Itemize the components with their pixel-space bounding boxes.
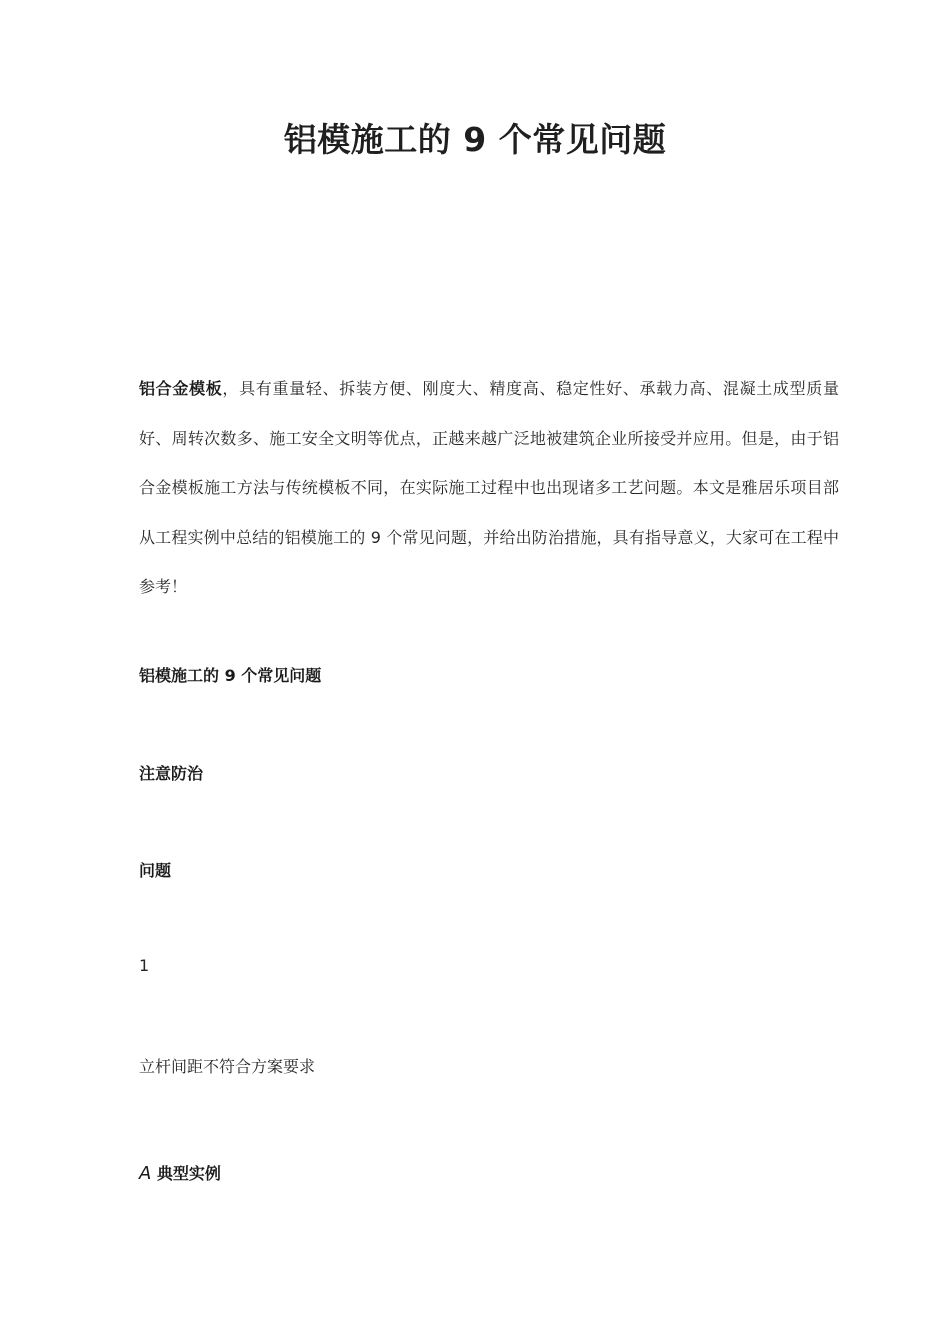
sub-heading-problem: 问题 xyxy=(139,861,172,880)
document-title: 铝模施工的 9 个常见问题 xyxy=(283,120,667,159)
item-title: 立杆间距不符合方案要求 xyxy=(139,1057,316,1076)
section-heading: 铝模施工的 9 个常见问题 xyxy=(139,666,322,685)
example-letter: A xyxy=(139,1163,152,1184)
example-heading xyxy=(139,1161,221,1184)
intro-paragraph xyxy=(139,364,839,612)
example-label: 典型实例 xyxy=(156,1164,221,1183)
sub-heading-prevention: 注意防治 xyxy=(139,764,204,783)
intro-lead-term: 铝合金模板 xyxy=(139,379,223,398)
item-number: 1 xyxy=(139,956,150,975)
intro-body-text: ，具有重量轻、拆装方便、刚度大、精度高、稳定性好、承载力高、混凝土成型质量好、周转次数多、施工安全文明等优点，正越来越广泛地被建筑企业所接受并应用。但是，由于铝合金模板施工方法与传统模板不同，在实际施工过程中也出现诸多工艺问题。本文是雅居乐项目部从工程实例中总结的铝模施工的 9 个常见问题，并给出防治措施，具有指导意义，大家可在工程中参考！ xyxy=(139,379,839,597)
